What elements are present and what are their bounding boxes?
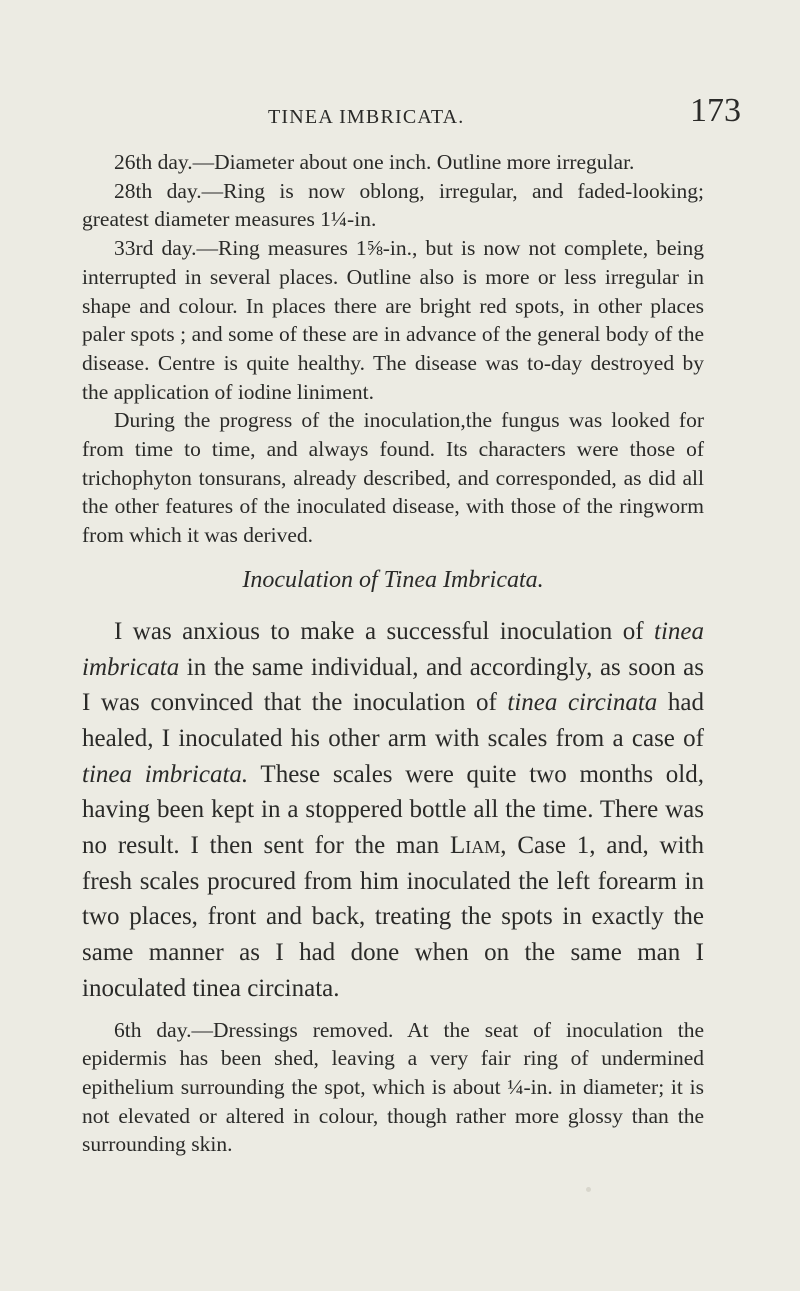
text-run: had healed, I inoculated his other arm with scales from a case of: [82, 689, 704, 752]
patient-name: Liam,: [449, 832, 507, 860]
paragraph-inoculation: [82, 614, 704, 1007]
text-run: These scales were quite two months old, having been kept in a stoppered bottle all the time. There was no result. I then sent for the man: [82, 760, 704, 860]
emphasis-tinea-circinata: tinea circinata: [507, 689, 658, 717]
emphasis-tinea-imbricata: tinea imbricata: [82, 617, 704, 681]
paper-speck: [586, 1187, 591, 1192]
page-body: [82, 148, 704, 1159]
text-run: Case 1, and, with fresh scales procured from him inoculated the left forearm in two places, front and back, treating the spots in exactly the same manner as I had done when on the same man I inoculated tinea circinata.: [82, 832, 704, 1002]
section-heading: Inoculation of Tinea Imbricata.: [242, 566, 544, 593]
paragraph-33rd-day: 33rd day.—Ring measures 1⅝-in., but is now not complete, being interrupted in several places. Outline also is more or less irregular in shape and colour. In places there are bright red spots, in other places paler spots ; and some of these are in advance of the general body of the disease. Centre is quite healthy. The disease was to-day destroyed by the application of iodine liniment.: [82, 236, 704, 404]
running-title: TINEA IMBRICATA.: [268, 106, 465, 128]
page-number: 173: [690, 92, 741, 129]
text-run: in the same individual, and accordingly, as soon as I was convinced that the inoculation of: [82, 653, 704, 717]
paragraph-26th-day: 26th day.—Diameter about one inch. Outline more irregular.: [114, 150, 635, 174]
paragraph-28th-day: 28th day.—Ring is now oblong, irregular, and faded-looking; greatest diameter measures 1¼-in.: [82, 178, 704, 232]
text-run: I was anxious to make a successful inoculation of: [114, 617, 654, 645]
paragraph-fungus-progress: During the progress of the inoculation,the fungus was looked for from time to time, and always found. Its characters were those of trichophyton tonsurans, already described, and corresponded, as did all the other features of the inoculated disease, with those of the ringworm from which it was derived.: [82, 408, 704, 548]
paragraph-6th-day: 6th day.—Dressings removed. At the seat of inoculation the epidermis has been shed, leaving a very fair ring of undermined epithelium surrounding the spot, which is about ¼-in. in diameter; it is not elevated or altered in colour, though rather more glossy than the surrounding skin.: [82, 1017, 704, 1157]
emphasis-tinea-imbricata: tinea imbricata.: [82, 760, 249, 788]
page-header: [0, 92, 800, 132]
